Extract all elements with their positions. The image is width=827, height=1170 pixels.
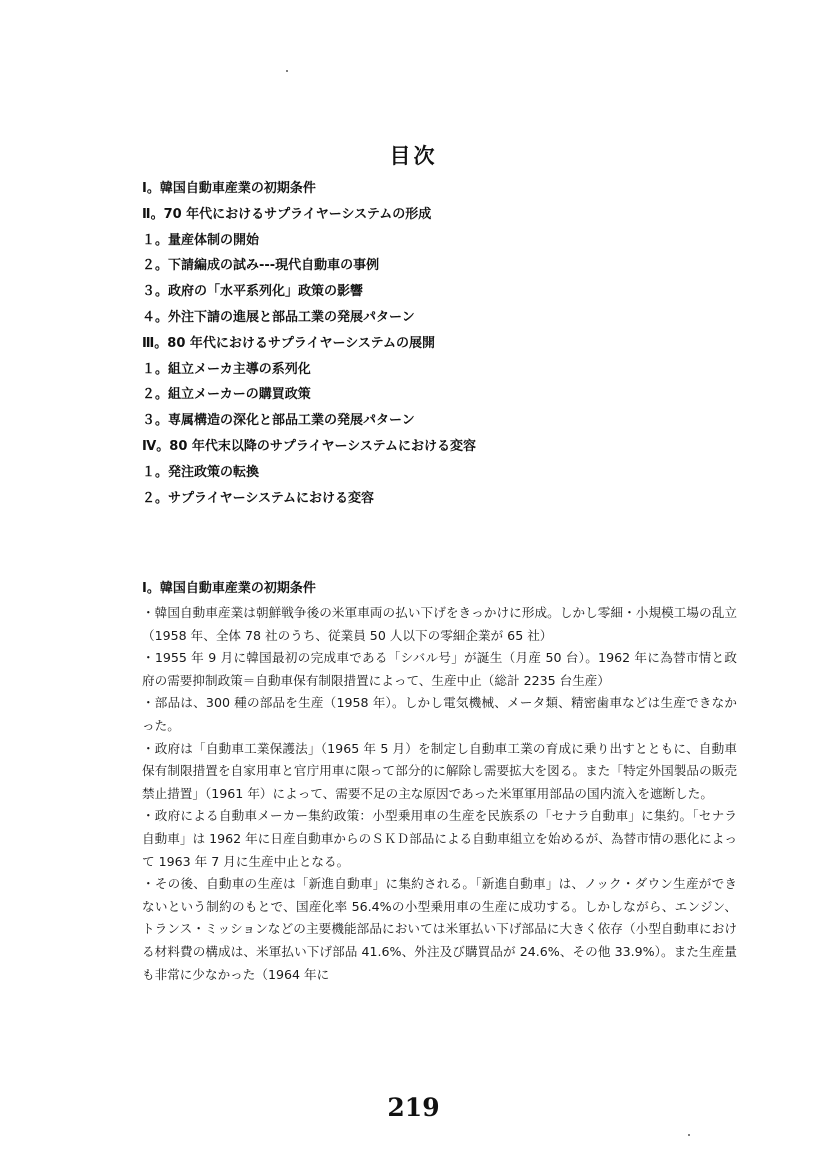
toc-item: Ⅳ。80 年代末以降のサプライヤーシステムにおける変容 — [142, 438, 476, 454]
page-number: 219 — [387, 1093, 440, 1122]
toc-item: Ⅱ。70 年代におけるサプライヤーシステムの形成 — [142, 206, 432, 222]
toc-item: ２。下請編成の試み---現代自動車の事例 — [142, 258, 380, 274]
toc-item: Ⅲ。80 年代におけるサプライヤーシステムの展開 — [142, 335, 435, 351]
body-paragraph: ・1955 年 9 月に韓国最初の完成車である「シバル号」が誕生（月産 50 台）。1962 年に為替市情と政府の需要抑制政策＝自動車保有制限措置によって、生産中止（総計 2235 台生産） — [142, 650, 737, 688]
toc-title: 目次 — [389, 144, 438, 168]
body-paragraph: ・その後、自動車の生産は「新進自動車」に集約される。「新進自動車」は、ノック・ダウン生産ができないという制約のもとで、国産化率 56.4%の小型乗用車の生産に成功する。しかしながら、エンジン、トランス・ミッションなどの主要機能部品においては米軍払い下げ部品に大きく依存（小型自動車における材料費の構成は、米軍払い下げ部品 41.6%、外注及び購買品が 24.6%、その他 33.9%）。また生産量も非常に少なかった（1964 年に — [142, 876, 737, 982]
toc-item: Ⅰ。韓国自動車産業の初期条件 — [142, 181, 316, 196]
toc-item: １。発注政策の転換 — [142, 464, 260, 480]
toc-item: １。組立メーカ主導の系列化 — [142, 361, 311, 377]
toc-item: １。量産体制の開始 — [142, 232, 260, 248]
body-paragraph: ・部品は、300 種の部品を生産（1958 年）。しかし電気機械、メータ類、精密歯車などは生産できなかった。 — [142, 695, 737, 733]
section-body — [142, 578, 737, 986]
table-of-contents — [142, 176, 702, 511]
body-paragraph: ・韓国自動車産業は朝鮮戦争後の米軍車両の払い下げをきっかけに形成。しかし零細・小規模工場の乱立（1958 年、全体 78 社のうち、従業員 50 人以下の零細企業が 65 社） — [142, 605, 737, 643]
toc-item: ４。外注下請の進展と部品工業の発展パターン — [142, 309, 415, 325]
section-heading: Ⅰ。韓国自動車産業の初期条件 — [142, 581, 316, 596]
toc-item: ３。政府の「水平系列化」政策の影響 — [142, 284, 364, 300]
toc-item: ２。組立メーカーの購買政策 — [142, 387, 311, 403]
scan-speck — [688, 1134, 690, 1136]
body-paragraph: ・政府は「自動車工業保護法」（1965 年 5 月）を制定し自動車工業の育成に乗り出すとともに、自動車保有制限措置を自家用車と官庁用車に限って部分的に解除し需要拡大を図る。また「特定外国製品の販売禁止措置」（1961 年）によって、需要不足の主な原因であった米軍軍用部品の国内流入を遮断した。 — [142, 740, 738, 801]
toc-item: ３。専属構造の深化と部品工業の発展パターン — [142, 413, 415, 429]
scan-speck — [286, 70, 288, 72]
body-paragraph: ・政府による自動車メーカー集約政策：小型乗用車の生産を民族系の「セナラ自動車」に集約。「セナラ自動車」は 1962 年に日産自動車からのＳＫＤ部品による自動車組立を始めるが、為替市情の悪化によって 1963 年 7 月に生産中止となる。 — [142, 808, 737, 869]
toc-item: ２。サプライヤーシステムにおける変容 — [142, 490, 375, 506]
